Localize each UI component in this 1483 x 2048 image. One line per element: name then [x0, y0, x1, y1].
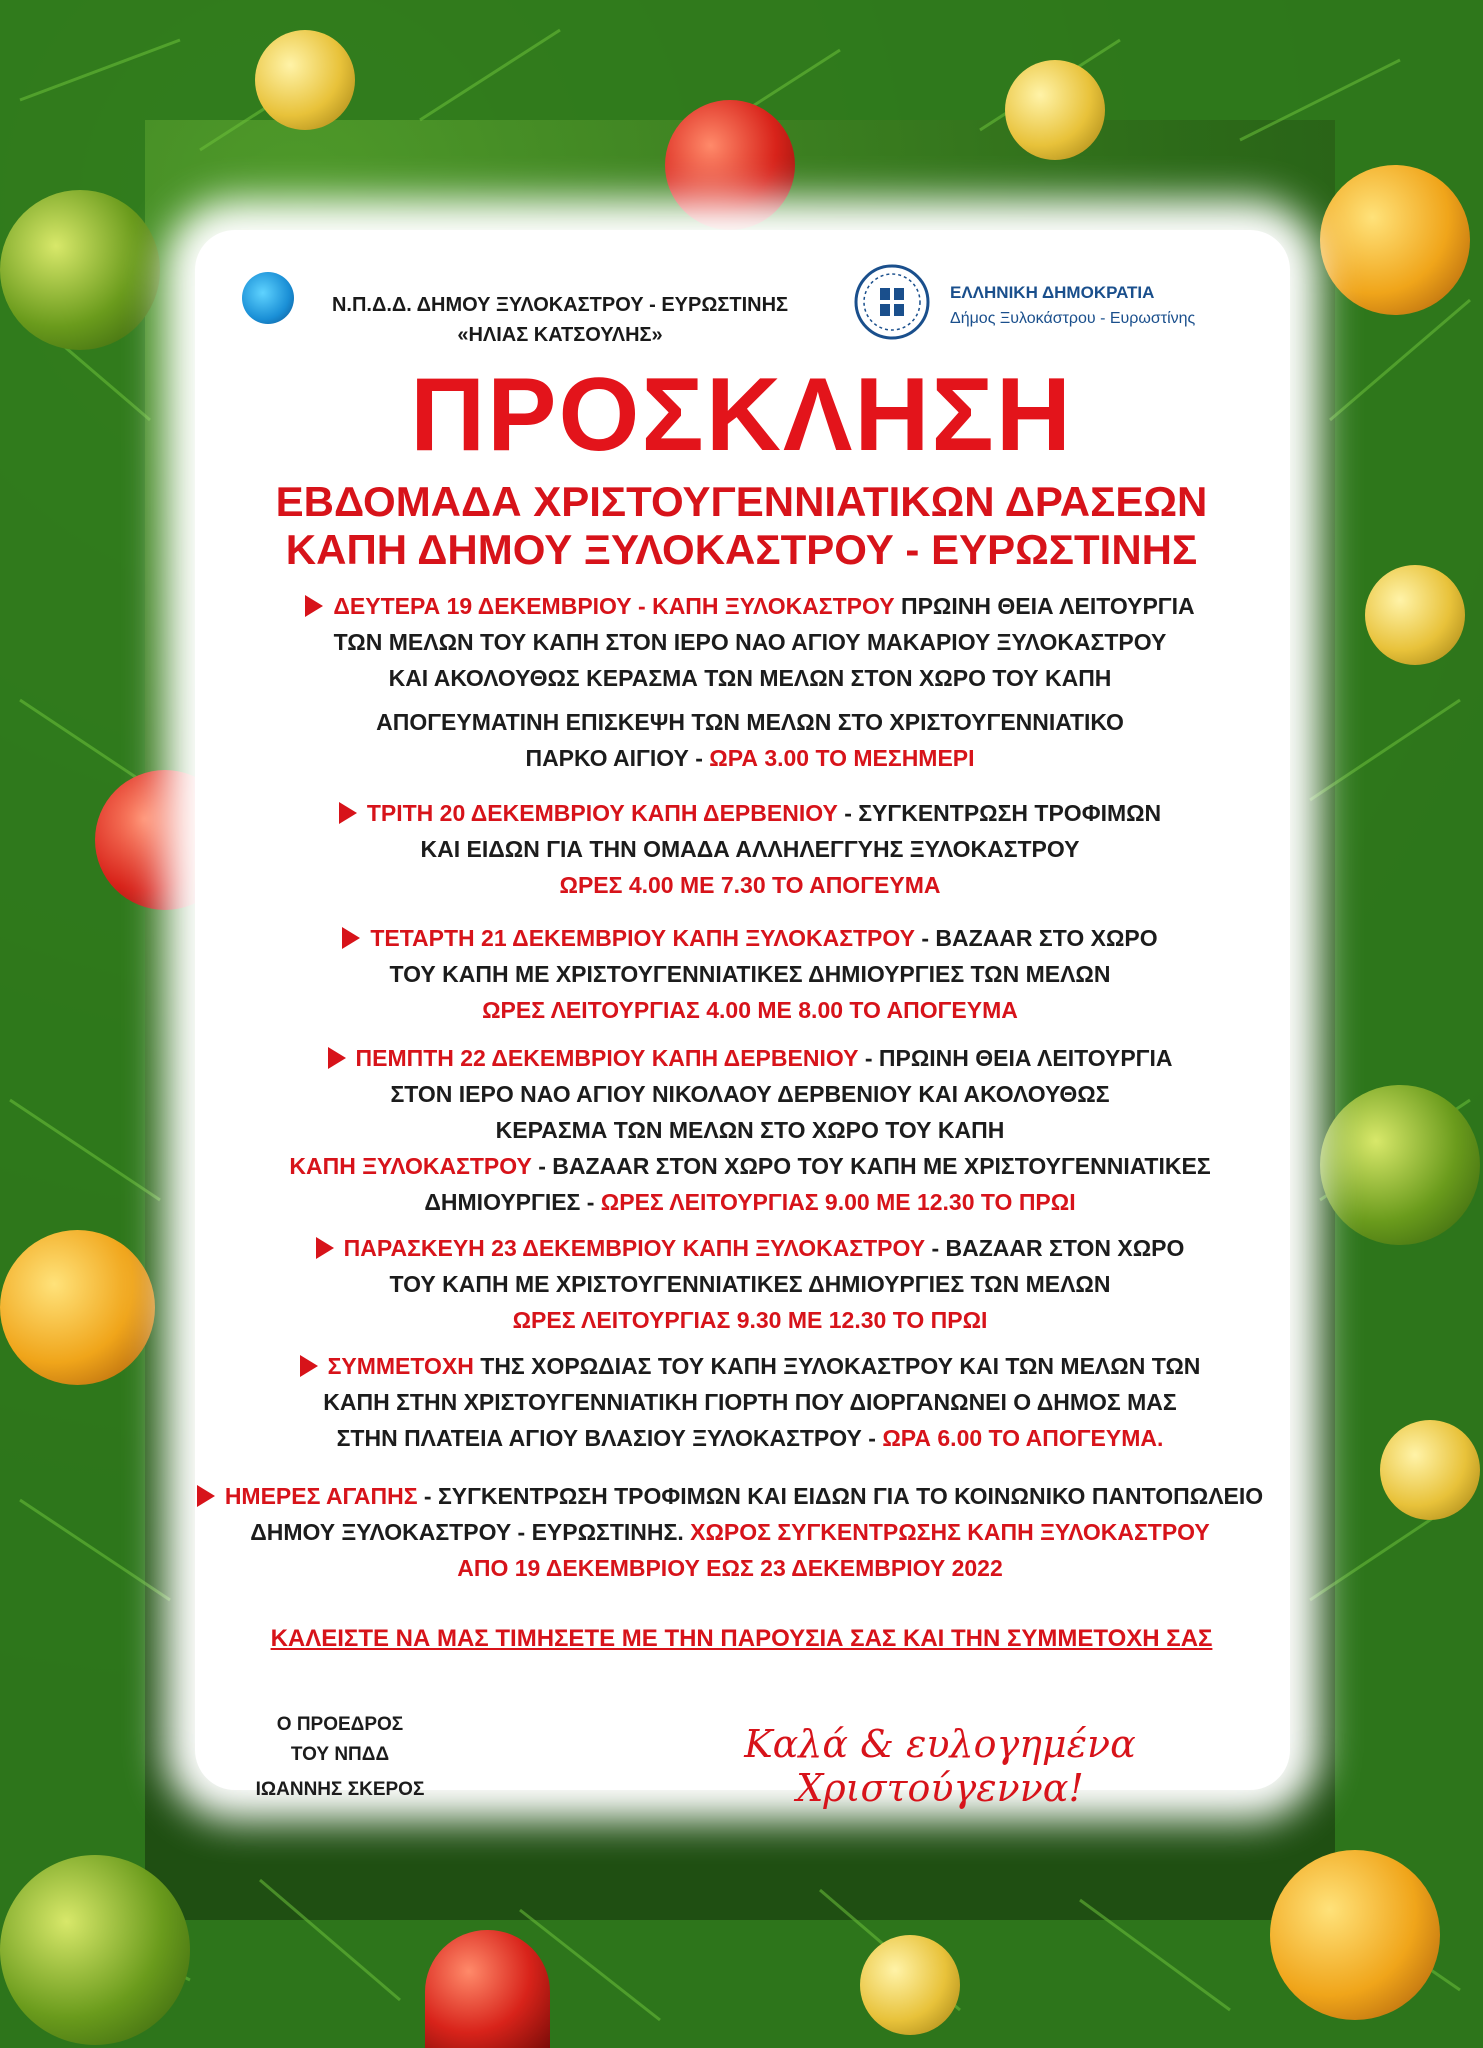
event-love-heading: ΗΜΕΡΕΣ ΑΓΑΠΗΣ — [224, 1483, 418, 1509]
ornament-gold-top — [255, 30, 355, 130]
event-monday-line5: ΠΑΡΚΟ ΑΙΓΙΟΥ - — [525, 745, 710, 771]
event-thursday-line5: ΔΗΜΙΟΥΡΓΙΕΣ - — [424, 1189, 601, 1215]
event-love-dates: ΑΠΟ 19 ΔΕΚΕΜΒΡΙΟΥ ΕΩΣ 23 ΔΕΚΕΜΒΡΙΟΥ 2022 — [457, 1555, 1003, 1581]
ornament-green-top-left — [0, 190, 160, 350]
ornament-orange-top-right — [1320, 165, 1470, 315]
event-monday-line2: ΤΩΝ ΜΕΛΩΝ ΤΟΥ ΚΑΠΗ ΣΤΟΝ ΙΕΡΟ ΝΑΟ ΑΓΙΟΥ ΜΑΚΑΡΙΟΥ ΞΥΛΟΚΑΣΤΡΟΥ — [333, 629, 1167, 655]
subtitle-line2: ΚΑΠΗ ΔΗΜΟΥ ΞΥΛΟΚΑΣΤΡΟΥ - ΕΥΡΩΣΤΙΝΗΣ — [285, 526, 1198, 573]
event-thursday-time: ΩΡΕΣ ΛΕΙΤΟΥΡΓΙΑΣ 9.00 ΜΕ 12.30 ΤΟ ΠΡΩΙ — [600, 1189, 1076, 1215]
event-wednesday — [250, 920, 1250, 1028]
event-wednesday-line1: - BAZAAR ΣΤΟ ΧΩΡΟ — [914, 925, 1158, 951]
event-monday-line4: ΑΠΟΓΕΥΜΑΤΙΝΗ ΕΠΙΣΚΕΨΗ ΤΩΝ ΜΕΛΩΝ ΣΤΟ ΧΡΙΣΤΟΥΓΕΝΝΙΑΤΙΚΟ — [376, 709, 1124, 735]
invitation-title: ΠΡΟΣΚΛΗΣΗ — [410, 357, 1073, 473]
event-thursday-heading: ΠΕΜΠΤΗ 22 ΔΕΚΕΜΒΡΙΟΥ ΚΑΠΗ ΔΕΡΒΕΝΙΟΥ — [355, 1045, 859, 1071]
event-tuesday — [250, 795, 1250, 903]
bullet-arrow-icon — [328, 1047, 346, 1069]
event-choir-time: ΩΡΑ 6.00 ΤΟ ΑΠΟΓΕΥΜΑ. — [882, 1425, 1164, 1451]
event-choir-line2: ΚΑΠΗ ΣΤΗΝ ΧΡΙΣΤΟΥΓΕΝΝΙΑΤΙΚΗ ΓΙΟΡΤΗ ΠΟΥ ΔΙΟΡΓΑΝΩΝΕΙ Ο ΔΗΜΟΣ ΜΑΣ — [323, 1389, 1177, 1415]
bullet-arrow-icon — [339, 802, 357, 824]
event-choir-line1: ΤΗΣ ΧΟΡΩΔΙΑΣ ΤΟΥ ΚΑΠΗ ΞΥΛΟΚΑΣΤΡΟΥ ΚΑΙ ΤΩΝ ΜΕΛΩΝ ΤΩΝ — [473, 1353, 1201, 1379]
event-love-line2: ΔΗΜΟΥ ΞΥΛΟΚΑΣΤΡΟΥ - ΕΥΡΩΣΤΙΝΗΣ. — [250, 1519, 691, 1545]
bullet-arrow-icon — [316, 1237, 334, 1259]
ornament-orange-left — [0, 1230, 155, 1385]
event-monday-time: ΩΡΑ 3.00 ΤΟ ΜΕΣΗΜΕΡΙ — [709, 745, 975, 771]
ornament-green-bottom-left — [0, 1855, 190, 2045]
event-monday — [250, 588, 1250, 776]
event-wednesday-line2: ΤΟΥ ΚΑΠΗ ΜΕ ΧΡΙΣΤΟΥΓΕΝΝΙΑΤΙΚΕΣ ΔΗΜΙΟΥΡΓΙΕΣ ΤΩΝ ΜΕΛΩΝ — [389, 961, 1111, 987]
event-thursday-second-heading: ΚΑΠΗ ΞΥΛΟΚΑΣΤΡΟΥ — [289, 1153, 532, 1179]
ornament-gold-top-right — [1005, 60, 1105, 160]
event-monday-line3: ΚΑΙ ΑΚΟΛΟΥΘΩΣ ΚΕΡΑΣΜΑ ΤΩΝ ΜΕΛΩΝ ΣΤΟΝ ΧΩΡΟ ΤΟΥ ΚΑΠΗ — [388, 665, 1112, 691]
christmas-wish: Καλά & ευλογημένα Χριστούγεννα! — [744, 1722, 1136, 1810]
event-friday-line1: - BAZAAR ΣΤΟΝ ΧΩΡΟ — [925, 1235, 1185, 1261]
org-header — [300, 290, 820, 350]
event-choir — [250, 1348, 1250, 1456]
event-friday — [250, 1230, 1250, 1338]
event-thursday — [250, 1040, 1250, 1220]
ornament-red-bottom — [425, 1930, 550, 2048]
event-thursday-line3: ΚΕΡΑΣΜΑ ΤΩΝ ΜΕΛΩΝ ΣΤΟ ΧΩΡΟ ΤΟΥ ΚΑΠΗ — [495, 1117, 1005, 1143]
bullet-arrow-icon — [197, 1485, 215, 1507]
event-choir-heading: ΣΥΜΜΕΤΟΧΗ — [327, 1353, 474, 1379]
event-choir-line3: ΣΤΗΝ ΠΛΑΤΕΙΑ ΑΓΙΟΥ ΒΛΑΣΙΟΥ ΞΥΛΟΚΑΣΤΡΟΥ - — [336, 1425, 883, 1451]
ornament-gold-right-low — [1380, 1420, 1480, 1520]
event-love-location: ΧΩΡΟΣ ΣΥΓΚΕΝΤΡΩΣΗΣ ΚΑΠΗ ΞΥΛΟΚΑΣΤΡΟΥ — [690, 1519, 1210, 1545]
event-tuesday-heading: ΤΡΙΤΗ 20 ΔΕΚΕΜΒΡΙΟΥ ΚΑΠΗ ΔΕΡΒΕΝΙΟΥ — [366, 800, 838, 826]
event-monday-line1: ΠΡΩΙΝΗ ΘΕΙΑ ΛΕΙΤΟΥΡΓΙΑ — [894, 593, 1195, 619]
ornament-gold-bottom — [860, 1935, 960, 2035]
npdd-logo-icon — [242, 272, 294, 324]
gov-name-line2: Δήμος Ξυλοκάστρου - Ευρωστίνης — [950, 310, 1196, 327]
org-name-line2: «ΗΛΙΑΣ ΚΑΤΣΟΥΛΗΣ» — [457, 324, 663, 346]
signer-name: ΙΩΑΝΝΗΣ ΣΚΕΡΟΣ — [255, 1779, 425, 1800]
ornament-orange-bottom-right — [1270, 1850, 1440, 2020]
event-wednesday-time: ΩΡΕΣ ΛΕΙΤΟΥΡΓΙΑΣ 4.00 ΜΕ 8.00 ΤΟ ΑΠΟΓΕΥΜΑ — [482, 997, 1018, 1023]
event-friday-time: ΩΡΕΣ ΛΕΙΤΟΥΡΓΙΑΣ 9.30 ΜΕ 12.30 ΤΟ ΠΡΩΙ — [512, 1307, 988, 1333]
subtitle-line1: ΕΒΔΟΜΑΔΑ ΧΡΙΣΤΟΥΓΕΝΝΙΑΤΙΚΩΝ ΔΡΑΣΕΩΝ — [275, 478, 1208, 525]
ornament-gold-right — [1365, 565, 1465, 665]
event-monday-heading: ΔΕΥΤΕΡΑ 19 ΔΕΚΕΜΒΡΙΟΥ - ΚΑΠΗ ΞΥΛΟΚΑΣΤΡΟΥ — [333, 593, 895, 619]
event-wednesday-heading: ΤΕΤΑΡΤΗ 21 ΔΕΚΕΜΒΡΙΟΥ ΚΑΠΗ ΞΥΛΟΚΑΣΤΡΟΥ — [370, 925, 915, 951]
event-tuesday-time: ΩΡΕΣ 4.00 ΜΕ 7.30 ΤΟ ΑΠΟΓΕΥΜΑ — [559, 872, 941, 898]
ornament-green-right — [1320, 1085, 1480, 1245]
bullet-arrow-icon — [300, 1355, 318, 1377]
gov-header — [950, 280, 1250, 332]
gov-name-line1: ΕΛΛΗΝΙΚΗ ΔΗΜΟΚΡΑΤΙΑ — [950, 283, 1155, 302]
closing-invitation: ΚΑΛΕΙΣΤΕ ΝΑ ΜΑΣ ΤΙΜΗΣΕΤΕ ΜΕ ΤΗΝ ΠΑΡΟΥΣΙΑ ΣΑΣ ΚΑΙ ΤΗΝ ΣΥΜΜΕΤΟΧΗ ΣΑΣ — [270, 1625, 1213, 1652]
bullet-arrow-icon — [342, 927, 360, 949]
event-friday-line2: ΤΟΥ ΚΑΠΗ ΜΕ ΧΡΙΣΤΟΥΓΕΝΝΙΑΤΙΚΕΣ ΔΗΜΙΟΥΡΓΙΕΣ ΤΩΝ ΜΕΛΩΝ — [389, 1271, 1111, 1297]
event-thursday-line1: - ΠΡΩΙΝΗ ΘΕΙΑ ΛΕΙΤΟΥΡΓΙΑ — [858, 1045, 1173, 1071]
event-days-of-love — [190, 1478, 1270, 1586]
event-friday-heading: ΠΑΡΑΣΚΕΥΗ 23 ΔΕΚΕΜΒΡΙΟΥ ΚΑΠΗ ΞΥΛΟΚΑΣΤΡΟΥ — [343, 1235, 926, 1261]
bullet-arrow-icon — [305, 595, 323, 617]
signer-title-line2: ΤΟΥ ΝΠΔΔ — [290, 1744, 390, 1765]
greek-republic-seal-icon — [852, 262, 932, 342]
event-thursday-line2: ΣΤΟΝ ΙΕΡΟ ΝΑΟ ΑΓΙΟΥ ΝΙΚΟΛΑΟΥ ΔΕΡΒΕΝΙΟΥ ΚΑΙ ΑΚΟΛΟΥΘΩΣ — [390, 1081, 1110, 1107]
event-tuesday-line1: - ΣΥΓΚΕΝΤΡΩΣΗ ΤΡΟΦΙΜΩΝ — [837, 800, 1162, 826]
org-name-line1: Ν.Π.Δ.Δ. ΔΗΜΟΥ ΞΥΛΟΚΑΣΤΡΟΥ - ΕΥΡΩΣΤΙΝΗΣ — [331, 294, 789, 316]
ornament-red-top — [665, 100, 795, 230]
signer-title-line1: Ο ΠΡΟΕΔΡΟΣ — [276, 1714, 404, 1735]
event-love-line1: - ΣΥΓΚΕΝΤΡΩΣΗ ΤΡΟΦΙΜΩΝ ΚΑΙ ΕΙΔΩΝ ΓΙΑ ΤΟ ΚΟΙΝΩΝΙΚΟ ΠΑΝΤΟΠΩΛΕΙΟ — [417, 1483, 1264, 1509]
event-tuesday-line2: ΚΑΙ ΕΙΔΩΝ ΓΙΑ ΤΗΝ ΟΜΑΔΑ ΑΛΛΗΛΕΓΓΥΗΣ ΞΥΛΟΚΑΣΤΡΟΥ — [420, 836, 1080, 862]
event-thursday-line4: - BAZAAR ΣΤΟΝ ΧΩΡΟ ΤΟΥ ΚΑΠΗ ΜΕ ΧΡΙΣΤΟΥΓΕΝΝΙΑΤΙΚΕΣ — [531, 1153, 1211, 1179]
